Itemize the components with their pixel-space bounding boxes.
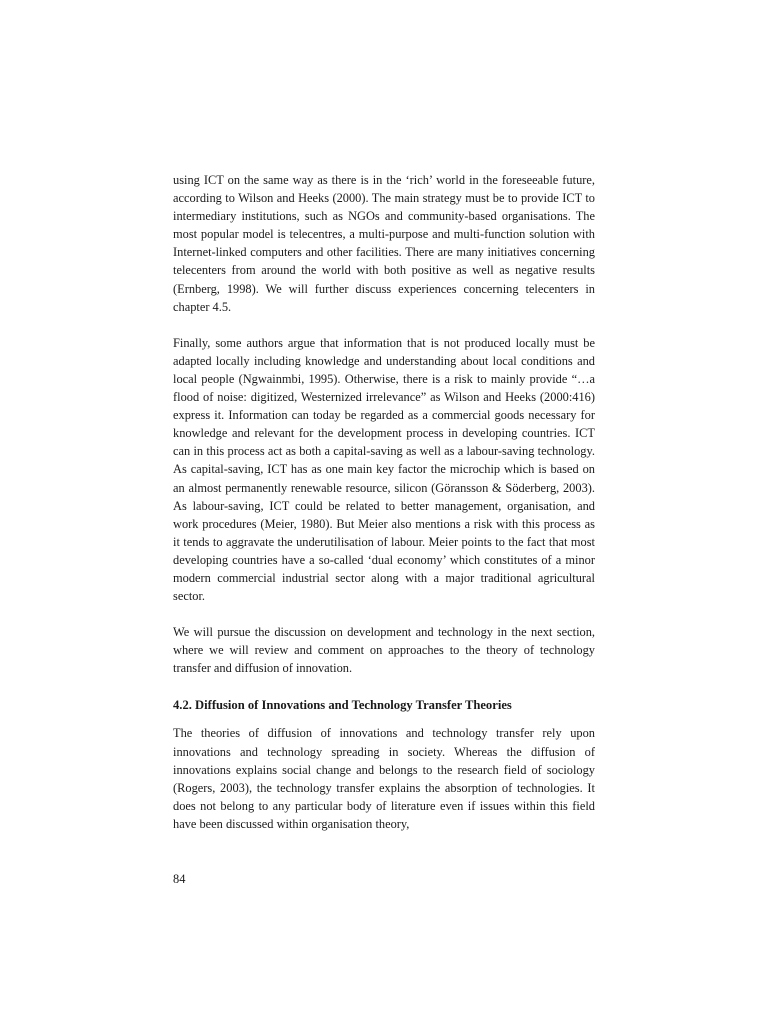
section-heading: 4.2. Diffusion of Innovations and Technology Transfer Theories [173, 698, 512, 713]
paragraph-telecentres: using ICT on the same way as there is in the ‘rich’ world in the foreseeable future, according to Wilson and Heeks (2000). The main strategy must be to provide ICT to intermediary institutions, such as NGOs and community-based organisations. The most popular model is telecentres, a multi-purpose and multi-function solution with Internet-linked computers and other facilities. There are many initiatives concerning telecenters from around the world with both positive as well as negative results (Ernberg, 1998). We will further discuss experiences concerning telecenters in chapter 4.5. [173, 173, 595, 314]
paragraph-local-information: Finally, some authors argue that information that is not produced locally must be adapted locally including knowledge and understanding about local conditions and local people (Ngwainmbi, 1995). Otherwise, there is a risk to mainly provide “…a flood of noise: digitized, Westernized irrelevance” as Wilson and Heeks (2000:416) express it. Information can today be regarded as a commercial goods necessary for knowledge and relevant for the development process in developing countries. ICT can in this process act as both a capital-saving as well as a labour-saving technology. As capital-saving, ICT has as one main key factor the microchip which is based on an almost permanently renewable resource, silicon (Göransson & Söderberg, 2003). As labour-saving, ICT could be related to better management, organisation, and work procedures (Meier, 1980). But Meier also mentions a risk with this process as it tends to aggravate the underutilisation of labour. Meier points to the fact that most developing countries have a so-called ‘dual economy’ which constitutes of a minor modern commercial industrial sector along with a major traditional agricultural sector. [173, 335, 595, 604]
heading-spacer [173, 714, 595, 724]
paragraph-spacer [173, 605, 595, 623]
paragraph-diffusion-theories: The theories of diffusion of innovations and technology transfer rely upon innovations and technology spreading in society. Whereas the diffusion of innovations explains social change and belongs to the research field of sociology (Rogers, 2003), the technology transfer explains the absorption of technologies. It does not belong to any particular body of literature even if issues within this field have been discussed within organisation theory, [173, 726, 595, 831]
paragraph-pursue-discussion: We will pursue the discussion on development and technology in the next section, where we will review and comment on approaches to the theory of technology transfer and diffusion of innovation. [173, 625, 595, 676]
heading-spacer [173, 677, 595, 696]
page-body [173, 171, 595, 833]
paragraph-spacer [173, 316, 595, 334]
page-number: 84 [173, 872, 186, 886]
